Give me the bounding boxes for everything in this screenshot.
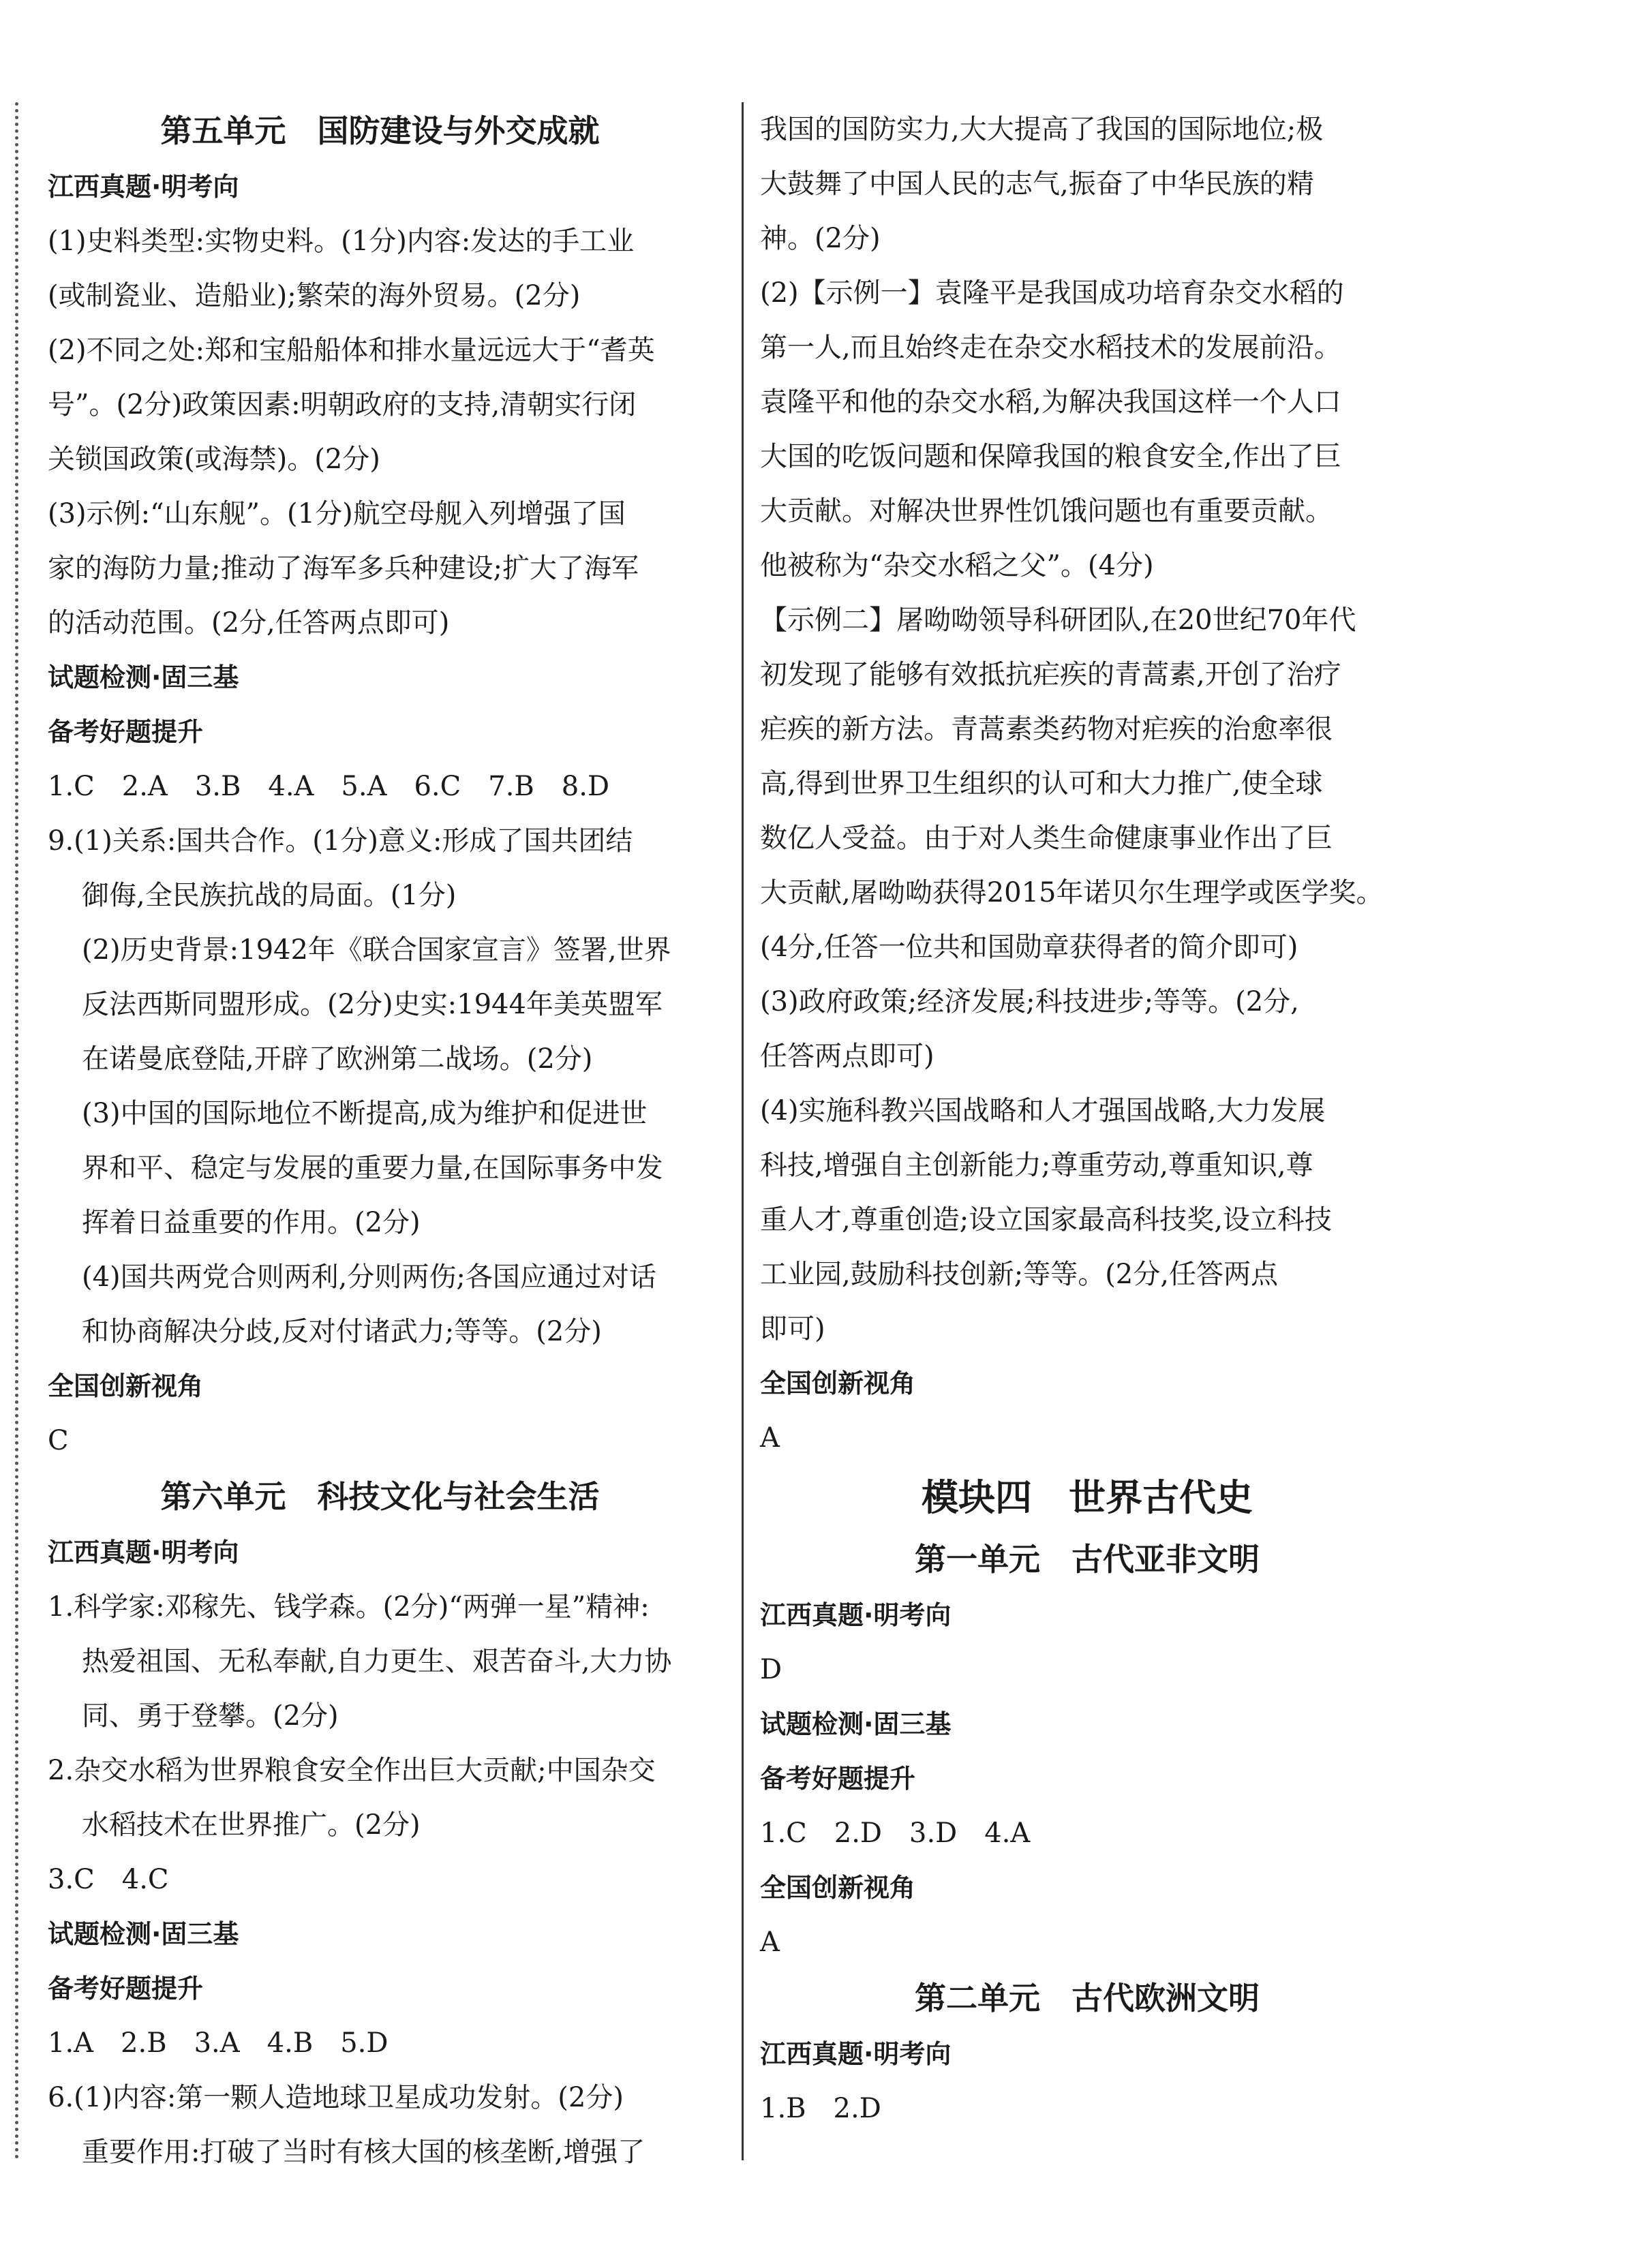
binding-dots	[15, 102, 18, 2160]
section-label: 试题检测·固三基	[48, 1919, 239, 1949]
answer-line: (4)实施科教兴国战略和人才强国战略,大力发展	[760, 1095, 1326, 1127]
answer-line: 大贡献。对解决世界性饥饿问题也有重要贡献。	[760, 495, 1333, 527]
answer-line: 他被称为“杂交水稻之父”。(4分)	[760, 550, 1154, 581]
answer-line: 【示例二】屠呦呦领导科研团队,在20世纪70年代	[760, 604, 1356, 636]
answer-line: (2)历史背景:1942年《联合国家宣言》签署,世界	[82, 934, 671, 966]
column-divider	[742, 102, 744, 2160]
unit-heading: 第一单元 古代亚非文明	[915, 1541, 1260, 1578]
unit-heading: 第六单元 科技文化与社会生活	[160, 1478, 600, 1515]
left-column	[48, 102, 712, 2179]
section-label: 江西真题·明考向	[760, 1600, 952, 1630]
section-label: 备考好题提升	[760, 1764, 916, 1794]
answer-line: 工业园,鼓励科技创新;等等。(2分,任答两点	[760, 1259, 1278, 1290]
unit-heading: 第二单元 古代欧洲文明	[915, 1980, 1260, 2017]
section-label: 试题检测·固三基	[48, 662, 239, 692]
section-label: 江西真题·明考向	[48, 172, 239, 202]
section-label: 备考好题提升	[48, 717, 204, 747]
answer-line: 1.科学家:邓稼先、钱学森。(2分)“两弹一星”精神:	[48, 1591, 650, 1623]
answer-line: 在诺曼底登陆,开辟了欧洲第二战场。(2分)	[82, 1043, 593, 1075]
answer-line: C	[48, 1425, 69, 1456]
answer-line: (1)史料类型:实物史料。(1分)内容:发达的手工业	[48, 226, 635, 257]
module-heading: 模块四 世界古代史	[922, 1476, 1253, 1519]
answer-line: 大国的吃饭问题和保障我国的粮食安全,作出了巨	[760, 441, 1341, 472]
right-column	[760, 102, 1414, 2136]
answer-line: 神。(2分)	[760, 223, 881, 254]
answer-line: 3.C 4.C	[48, 1864, 169, 1895]
answer-line: 9.(1)关系:国共合作。(1分)意义:形成了国共团结	[48, 825, 633, 857]
answer-line: 我国的国防实力,大大提高了我国的国际地位;极	[760, 114, 1324, 145]
answer-line: 1.A 2.B 3.A 4.B 5.D	[48, 2027, 389, 2059]
section-label: 江西真题·明考向	[760, 2039, 952, 2069]
answer-line: 1.C 2.D 3.D 4.A	[760, 1818, 1031, 1849]
answer-line: 第一人,而且始终走在杂交水稻技术的发展前沿。	[760, 332, 1341, 363]
section-label: 全国创新视角	[760, 1873, 916, 1903]
answer-line: 水稻技术在世界推广。(2分)	[82, 1809, 421, 1841]
answer-line: 御侮,全民族抗战的局面。(1分)	[82, 880, 457, 911]
answer-line: (3)政府政策;经济发展;科技进步;等等。(2分,	[760, 986, 1299, 1017]
answer-line: (或制瓷业、造船业);繁荣的海外贸易。(2分)	[48, 280, 581, 311]
answer-line: 任答两点即可)	[760, 1041, 934, 1072]
answer-line: 同、勇于登攀。(2分)	[82, 1700, 339, 1732]
answer-line: 热爱祖国、无私奉献,自力更生、艰苦奋斗,大力协	[82, 1646, 672, 1677]
answer-line: 6.(1)内容:第一颗人造地球卫星成功发射。(2分)	[48, 2082, 624, 2113]
answer-line: (4分,任答一位共和国勋章获得者的简介即可)	[760, 932, 1298, 963]
answer-line: 重要作用:打破了当时有核大国的核垄断,增强了	[82, 2136, 645, 2168]
answer-line: (4)国共两党合则两利,分则两伤;各国应通过对话	[82, 1261, 656, 1293]
section-label: 备考好题提升	[48, 1974, 204, 2004]
answer-line: 高,得到世界卫生组织的认可和大力推广,使全球	[760, 768, 1323, 799]
answer-line: (2)【示例一】袁隆平是我国成功培育杂交水稻的	[760, 277, 1344, 309]
answer-line: 号”。(2分)政策因素:明朝政府的支持,清朝实行闭	[48, 389, 637, 420]
answer-line: A	[760, 1422, 780, 1454]
answer-line: (3)中国的国际地位不断提高,成为维护和促进世	[82, 1098, 648, 1129]
answer-line: 反法西斯同盟形成。(2分)史实:1944年美英盟军	[82, 989, 663, 1020]
answer-line: 和协商解决分歧,反对付诸武力;等等。(2分)	[82, 1316, 602, 1347]
answer-line: 界和平、稳定与发展的重要力量,在国际事务中发	[82, 1152, 663, 1184]
section-label: 江西真题·明考向	[48, 1537, 239, 1567]
answer-line: 初发现了能够有效抵抗疟疾的青蒿素,开创了治疗	[760, 659, 1341, 690]
section-label: 试题检测·固三基	[760, 1709, 952, 1739]
answer-line: 2.杂交水稻为世界粮食安全作出巨大贡献;中国杂交	[48, 1755, 656, 1786]
answer-line: 1.C 2.A 3.B 4.A 5.A 6.C 7.B 8.D	[48, 771, 610, 802]
answer-line: (3)示例:“山东舰”。(1分)航空母舰入列增强了国	[48, 498, 626, 530]
unit-heading: 第五单元 国防建设与外交成就	[160, 112, 600, 149]
answer-line: 家的海防力量;推动了海军多兵种建设;扩大了海军	[48, 553, 639, 584]
answer-line: A	[760, 1927, 780, 1958]
answer-line: 袁隆平和他的杂交水稻,为解决我国这样一个人口	[760, 386, 1341, 418]
answer-line: 即可)	[760, 1313, 825, 1345]
answer-line: 的活动范围。(2分,任答两点即可)	[48, 607, 450, 639]
answer-line: 大鼓舞了中国人民的志气,振奋了中华民族的精	[760, 168, 1314, 200]
section-label: 全国创新视角	[760, 1368, 916, 1398]
answer-line: 1.B 2.D	[760, 2093, 881, 2124]
answer-line: 重人才,尊重创造;设立国家最高科技奖,设立科技	[760, 1204, 1332, 1236]
answer-line: 疟疾的新方法。青蒿素类药物对疟疾的治愈率很	[760, 714, 1333, 745]
answer-line: 数亿人受益。由于对人类生命健康事业作出了巨	[760, 823, 1333, 854]
answer-line: 大贡献,屠呦呦获得2015年诺贝尔生理学或医学奖。	[760, 877, 1384, 908]
answer-line: 挥着日益重要的作用。(2分)	[82, 1207, 421, 1238]
answer-line: 关锁国政策(或海禁)。(2分)	[48, 444, 380, 475]
section-label: 全国创新视角	[48, 1371, 204, 1401]
answer-line: D	[760, 1654, 782, 1685]
answer-line: 科技,增强自主创新能力;尊重劳动,尊重知识,尊	[760, 1150, 1313, 1181]
answer-line: (2)不同之处:郑和宝船船体和排水量远远大于“耆英	[48, 335, 655, 366]
